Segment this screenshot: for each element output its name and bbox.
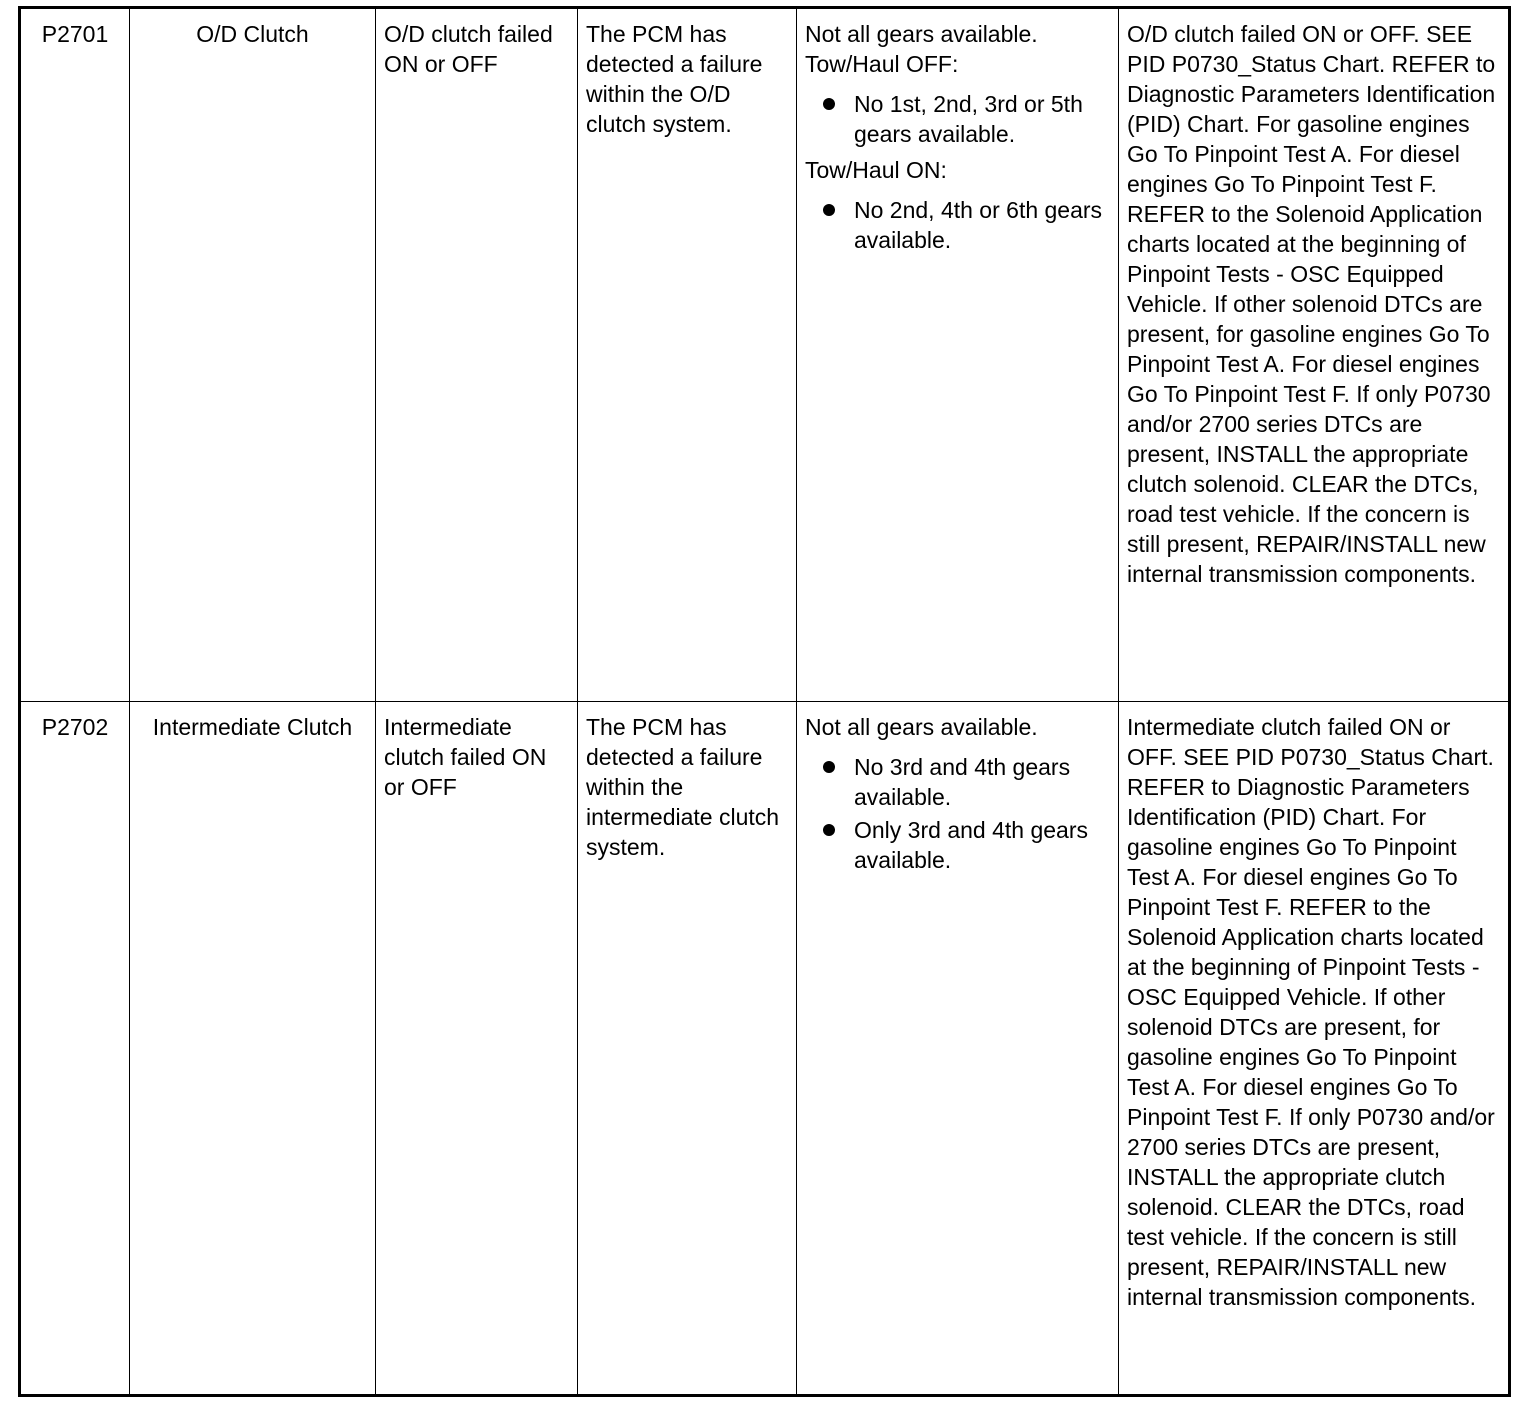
dtc-code-cell: P2701 [20,8,130,702]
symptom-intro: Not all gears available. [805,714,1038,740]
list-item [805,89,1110,149]
dtc-code-cell: P2702 [20,702,130,1396]
bullet-icon [823,824,835,836]
symptom-bullet-text: Only 3rd and 4th gears available. [854,817,1088,873]
symptom-cell [797,8,1119,702]
symptom-heading: Tow/Haul OFF: [805,51,959,77]
bullet-icon [823,98,835,110]
description-cell: The PCM has detected a failure within the O/D clutch system. [578,8,797,702]
symptom-bullet-text: No 2nd, 4th or 6th gears available. [854,197,1103,253]
component-cell: Intermediate Clutch [130,702,376,1396]
symptom-intro: Not all gears available. [805,21,1038,47]
symptom-bullet-text: No 3rd and 4th gears available. [854,754,1071,810]
bullet-icon [823,204,835,216]
bullet-icon [823,761,835,773]
symptom-cell [797,702,1119,1396]
component-cell: O/D Clutch [130,8,376,702]
symptom-list [805,752,1110,875]
list-item [805,195,1110,255]
table-row [20,8,1510,702]
action-cell: Intermediate clutch failed ON or OFF. SEE PID P0730_Status Chart. REFER to Diagnostic Parameters Identification (PID) Chart. For gasoline engines Go To Pinpoint Test A. For diesel engines Go To Pinpoint Test F. REFER to the Solenoid Application charts located at the beginning of Pinpoint Tests - OSC Equipped Vehicle. If other solenoid DTCs are present, for gasoline engines Go To Pinpoint Test A. For diesel engines Go To Pinpoint Test F. If only P0730 and/or 2700 series DTCs are present, INSTALL the appropriate clutch solenoid. CLEAR the DTCs, road test vehicle. If the concern is still present, REPAIR/INSTALL new internal transmission components. [1119,702,1510,1396]
condition-cell: O/D clutch failed ON or OFF [376,8,578,702]
symptom-heading: Tow/Haul ON: [805,157,947,183]
action-cell: O/D clutch failed ON or OFF. SEE PID P0730_Status Chart. REFER to Diagnostic Parameters Identification (PID) Chart. For gasoline engines Go To Pinpoint Test A. For diesel engines Go To Pinpoint Test F. REFER to the Solenoid Application charts located at the beginning of Pinpoint Tests - OSC Equipped Vehicle. If other solenoid DTCs are present, for gasoline engines Go To Pinpoint Test A. For diesel engines Go To Pinpoint Test F. If only P0730 and/or 2700 series DTCs are present, INSTALL the appropriate clutch solenoid. CLEAR the DTCs, road test vehicle. If the concern is still present, REPAIR/INSTALL new internal transmission components. [1119,8,1510,702]
table-row [20,702,1510,1396]
symptom-bullet-text: No 1st, 2nd, 3rd or 5th gears available. [854,91,1083,147]
condition-cell: Intermediate clutch failed ON or OFF [376,702,578,1396]
symptom-list [805,195,1110,255]
list-item [805,752,1110,812]
symptom-list [805,89,1110,149]
description-cell: The PCM has detected a failure within the intermediate clutch system. [578,702,797,1396]
list-item [805,815,1110,875]
dtc-table [18,6,1511,1397]
